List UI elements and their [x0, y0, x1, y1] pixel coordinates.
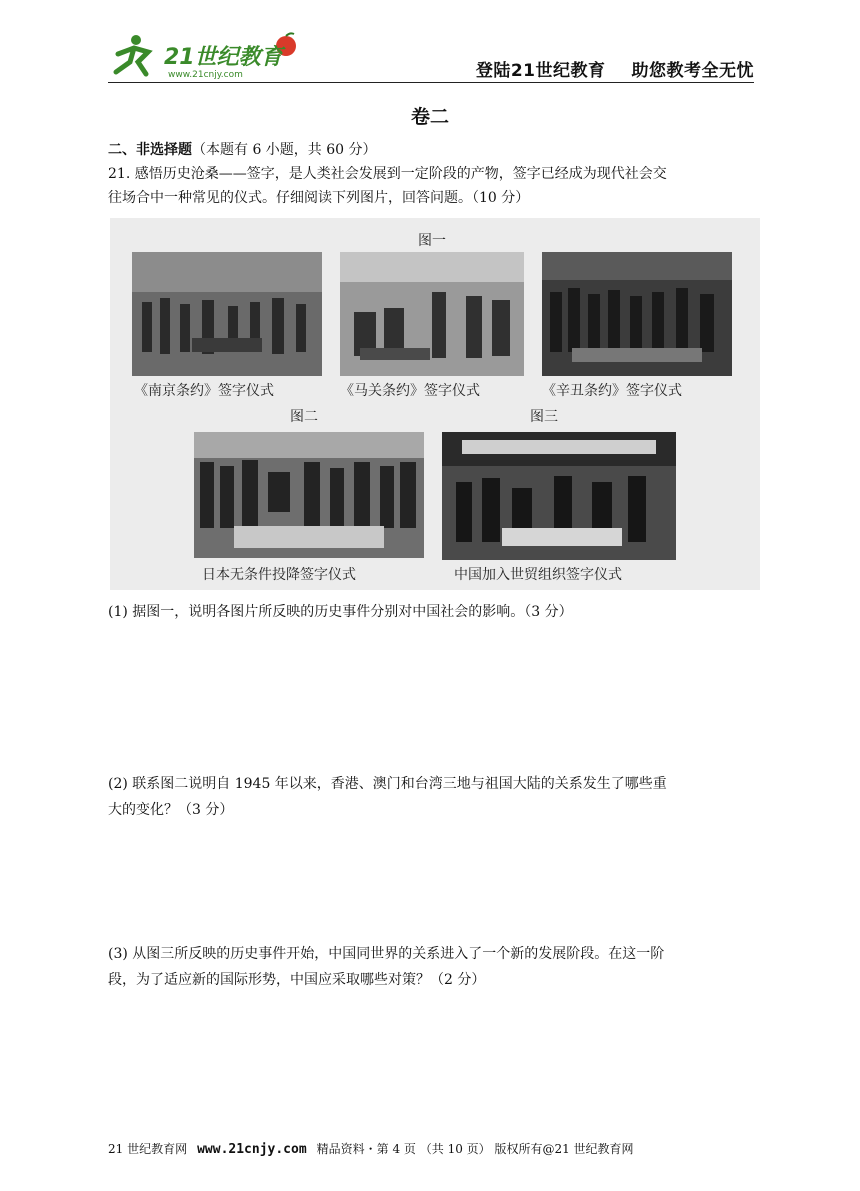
- header-slogan: [476, 56, 754, 81]
- logo-url: www.21cnjy.com: [168, 70, 243, 80]
- slogan-right: 助您教考全无忧: [631, 61, 754, 81]
- question-stem-line2: 往场合中一种常见的仪式。仔细阅读下列图片，回答问题。（10 分）: [108, 190, 530, 206]
- slogan-left: 登陆21世纪教育: [475, 61, 606, 81]
- section-heading: 二、非选择题: [108, 142, 192, 158]
- sub-question-2-line1: (2) 联系图二说明自 1945 年以来，香港、澳门和台湾三地与祖国大陆的关系发生了哪些重: [108, 776, 667, 792]
- sub-question-3-line2: 段，为了适应新的国际形势，中国应采取哪些对策？（2 分）: [108, 972, 486, 988]
- figure-label-3: 图三: [530, 409, 558, 425]
- header-rule: [108, 82, 754, 83]
- caption-nanjing: 《南京条约》签字仪式: [134, 383, 274, 399]
- figure-label-1: 图一: [418, 233, 446, 249]
- photo-nanjing-treaty: [132, 252, 322, 376]
- caption-wto: 中国加入世贸组织签字仪式: [454, 567, 622, 583]
- page-header: [108, 28, 754, 84]
- section-heading-line: [108, 140, 758, 160]
- page-title: 卷二: [410, 106, 449, 128]
- caption-boxer: 《辛丑条约》签字仪式: [542, 383, 682, 399]
- figure-composite: [110, 218, 760, 590]
- photo-japan-surrender: [194, 432, 424, 558]
- photo-boxer-protocol: [542, 252, 732, 376]
- page-footer: [108, 1140, 634, 1157]
- footer-org: 21 世纪教育网: [108, 1142, 188, 1156]
- photo-shimonoseki-treaty: [340, 252, 524, 376]
- footer-site: www.21cnjy.com: [197, 1142, 307, 1157]
- caption-shimonoseki: 《马关条约》签字仪式: [340, 383, 480, 399]
- sub-question-1: (1) 据图一，说明各图片所反映的历史事件分别对中国社会的影响。（3 分）: [108, 604, 573, 620]
- site-logo: [108, 32, 318, 80]
- question-stem-line1: 21. 感悟历史沧桑——签字，是人类社会发展到一定阶段的产物，签字已经成为现代社会交: [108, 166, 667, 182]
- caption-japan-surrender: 日本无条件投降签字仪式: [202, 567, 356, 583]
- photo-wto-accession: [442, 432, 676, 560]
- sub-question-3-line1: (3) 从图三所反映的历史事件开始，中国同世界的关系进入了一个新的发展阶段。在这一阶: [108, 946, 665, 962]
- section-note: （本题有 6 小题，共 60 分）: [192, 142, 377, 158]
- sub-question-2-line2: 大的变化？（3 分）: [108, 802, 234, 818]
- footer-text: 精品资料・第 4 页 （共 10 页） 版权所有@21 世纪教育网: [316, 1142, 634, 1156]
- figure-label-2: 图二: [290, 409, 318, 425]
- logo-text: 21世纪教育: [164, 45, 283, 70]
